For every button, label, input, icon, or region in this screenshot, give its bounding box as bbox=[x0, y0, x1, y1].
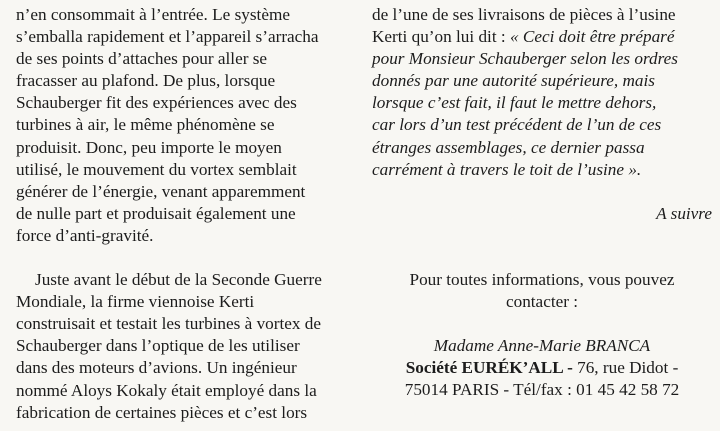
text-line: force d’anti-gravité. bbox=[16, 225, 154, 245]
contact-block bbox=[372, 269, 712, 401]
text-line: de l’une de ses livraisons de pièces à l’usine bbox=[372, 5, 676, 24]
text-line: turbines à air, le même phénomène se bbox=[16, 115, 275, 135]
text-line: contacter : bbox=[505, 291, 579, 311]
text-line: Pour toutes informations, vous pouvez bbox=[409, 269, 675, 289]
text-line: nommé Aloys Kokaly était employé dans la bbox=[16, 380, 317, 400]
text-line: fabrication de certaines pièces et c’est lors bbox=[16, 402, 308, 422]
paragraph-continuation bbox=[16, 4, 342, 247]
paragraph-gap bbox=[372, 247, 712, 269]
text-line: de ses points d’attaches pour aller se bbox=[16, 49, 268, 69]
text-line: Mondiale, la firme viennoise Kerti bbox=[16, 292, 255, 312]
paragraph-gap bbox=[16, 247, 342, 269]
text-line: s’emballa rapidement et l’appareil s’arracha bbox=[16, 27, 319, 47]
left-column bbox=[16, 4, 342, 424]
text-line: construisait et testait les turbines à vortex de bbox=[16, 314, 321, 334]
text-line: fracasser au plafond. De plus, lorsque bbox=[16, 71, 276, 91]
paragraph-quote bbox=[372, 4, 712, 181]
quote-line: pour Monsieur Schauberger selon les ordres bbox=[372, 49, 678, 69]
text-line bbox=[372, 26, 712, 48]
paragraph-kerti bbox=[16, 269, 342, 424]
text-line: de nulle part et produisait également une bbox=[16, 203, 296, 223]
quote-line: carrément à travers le toit de l’usine ». bbox=[372, 159, 642, 179]
company-line bbox=[372, 357, 712, 379]
paragraph-gap bbox=[372, 181, 712, 203]
text-line: générer de l’énergie, venant apparemment bbox=[16, 181, 306, 201]
paragraph-gap bbox=[372, 313, 712, 335]
quote-line: étranges assemblages, ce dernier passa bbox=[372, 137, 645, 157]
company-address: 76, rue Didot - bbox=[577, 358, 679, 378]
company-address-line: 75014 PARIS - Tél/fax : 01 45 42 58 72 bbox=[404, 380, 680, 400]
paragraph-gap bbox=[372, 225, 712, 247]
text-line: dans des moteurs d’avions. Un ingénieur bbox=[16, 358, 297, 378]
text-line: produisit. Donc, peu importe le moyen bbox=[16, 137, 282, 157]
quote-line: donnés par une autorité supérieure, mais bbox=[372, 71, 655, 91]
quote-line: lorsque c’est fait, il faut le mettre dehors, bbox=[372, 93, 657, 113]
text-line: Juste avant le début de la Seconde Guerre bbox=[35, 270, 322, 290]
text-line: Schauberger fit des expériences avec des bbox=[16, 93, 297, 113]
right-column bbox=[372, 4, 712, 401]
text-line: Schauberger dans l’optique de les utiliser bbox=[16, 336, 300, 356]
text-line: utilisé, le mouvement du vortex semblait bbox=[16, 159, 297, 179]
text-fragment: Kerti qu’on lui dit : bbox=[372, 27, 506, 47]
quote-fragment: « Ceci doit être préparé bbox=[509, 27, 675, 47]
contact-name: Madame Anne-Marie BRANCA bbox=[433, 336, 651, 356]
company-name: Société EURÉK’ALL - bbox=[405, 358, 573, 378]
quote-line: car lors d’un test précédent de l’un de ces bbox=[372, 115, 662, 135]
text-line: n’en consommait à l’entrée. Le système bbox=[16, 5, 290, 24]
to-be-continued: A suivre bbox=[656, 203, 712, 223]
